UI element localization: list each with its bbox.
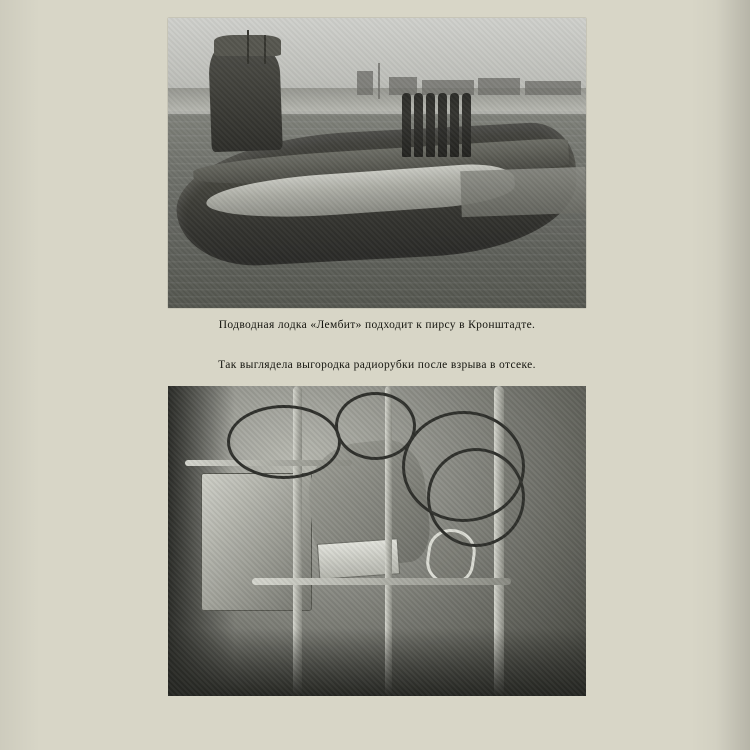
bottom-shadow [168, 628, 586, 696]
figure2-caption: Так выглядела выгородка радиорубки после взрыва в отсеке. [218, 359, 536, 371]
page-content [168, 0, 586, 750]
mast [247, 30, 249, 65]
figure1-caption: Подводная лодка «Лембит» подходит к пирсу в Кронштадте. [218, 319, 536, 331]
pier [460, 167, 586, 218]
cable-loop-4 [335, 392, 416, 460]
pipe-horizontal-1 [252, 578, 511, 585]
cable-loop-2 [427, 448, 525, 547]
antenna-wire [264, 35, 266, 64]
submarine-photo [168, 18, 586, 308]
conning-tower [208, 46, 283, 153]
crew-group [402, 93, 473, 157]
cable-loop-3 [227, 405, 342, 479]
radio-room-photo [168, 386, 586, 696]
